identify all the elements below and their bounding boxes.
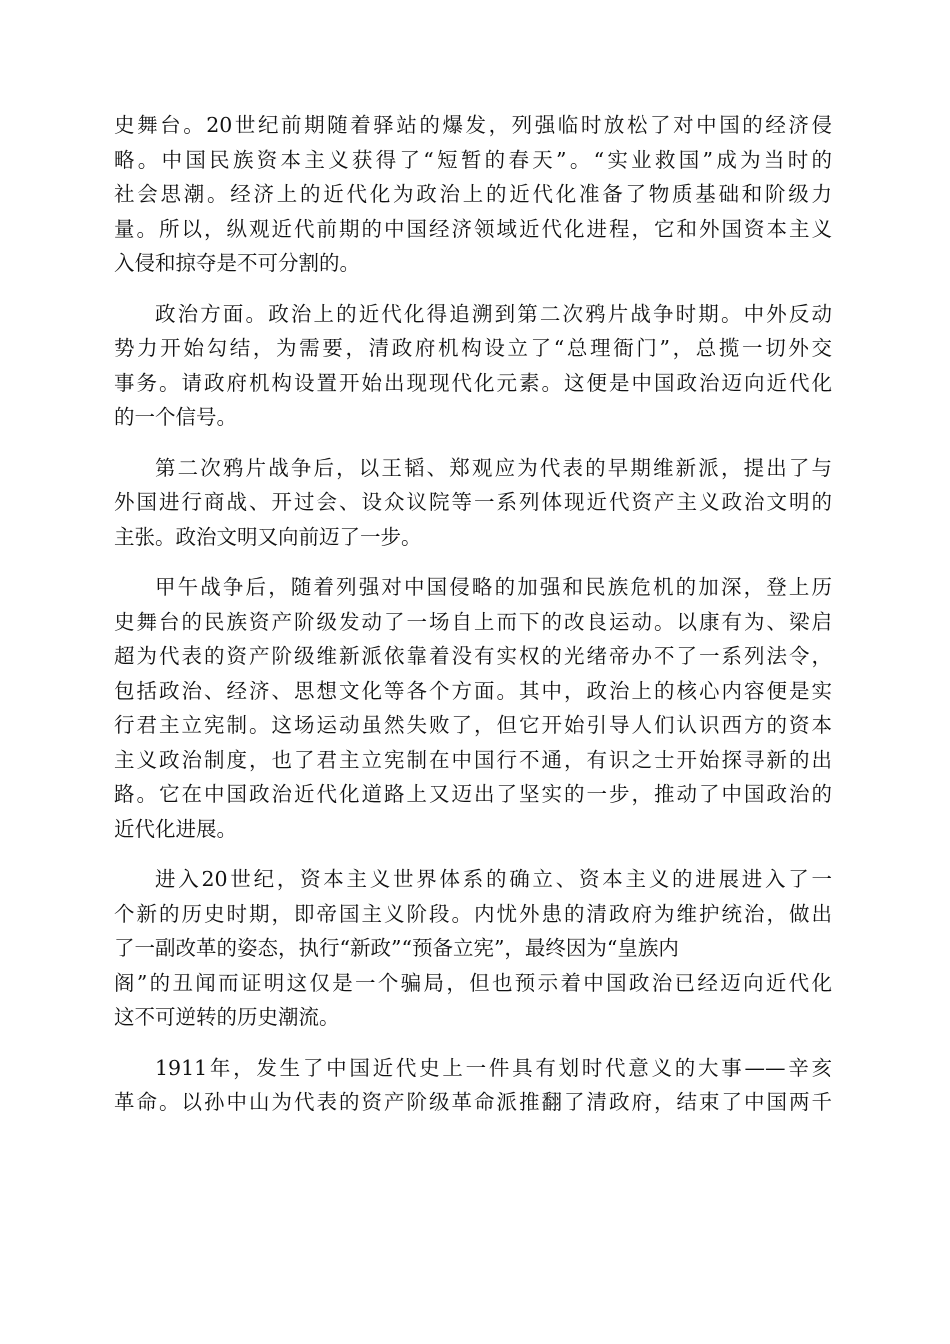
text-line: 政治方面。政治上的近代化得追溯到第二次鸦片战争时期。中外反动: [155, 301, 832, 326]
text-line: 事务。请政府机构设置开始出现现代化元素。这便是中国政治迈向近代化: [114, 370, 832, 395]
text-line: 近代化进展。: [114, 816, 237, 841]
text-line: 外国进行商战、开过会、设众议院等一系列体现近代资产主义政治文明的: [114, 490, 832, 514]
paragraph-economy-continuation: [114, 108, 832, 281]
text-line: 略。中国民族资本主义获得了“短暂的春天”。“实业救国”成为当时的: [114, 147, 832, 172]
paragraph-politics: [114, 297, 832, 435]
text-line: 甲午战争后，随着列强对中国侵略的加强和民族危机的加深，登上历: [155, 575, 832, 599]
text-line: 包括政治、经济、思想文化等各个方面。其中，政治上的核心内容便是实: [114, 678, 832, 703]
text-line: 这不可逆转的历史潮流。: [114, 1005, 340, 1029]
paragraph-second-opium-war: [114, 451, 832, 555]
text-line: 势力开始勾结，为需要，清政府机构设立了“总理衙门”，总揽一切外交: [114, 336, 832, 360]
text-line: 阁”的丑闻而证明这仅是一个骗局，但也预示着中国政治已经迈向近代化: [114, 970, 832, 995]
text-line: 社会思潮。经济上的近代化为政治上的近代化准备了物质基础和阶级力: [114, 182, 832, 206]
text-line: 入侵和掠夺是不可分割的。: [114, 251, 360, 275]
text-line: 个新的历史时期，即帝国主义阶段。内忧外患的清政府为维护统治，做出: [114, 901, 832, 926]
document-page: [114, 108, 832, 1136]
text-line: 革命。以孙中山为代表的资产阶级革命派推翻了清政府，结束了中国两千: [114, 1090, 832, 1114]
paragraph-sino-japanese-war: [114, 570, 832, 846]
text-line: 主张。政治文明又向前迈了一步。: [114, 524, 422, 549]
text-line: 的一个信号。: [114, 405, 237, 429]
text-line: 进入20世纪，资本主义世界体系的确立、资本主义的进展进入了一: [155, 867, 832, 891]
text-line: 1911年，发生了中国近代史上一件具有划时代意义的大事——辛亥: [155, 1055, 832, 1080]
text-line: 史舞台。20世纪前期随着驿站的爆发，列强临时放松了对中国的经济侵: [114, 113, 832, 137]
text-line: 行君主立宪制。这场运动虽然失败了，但它开始引导人们认识西方的资本: [114, 713, 832, 737]
text-line: 主义政治制度，也了君主立宪制在中国行不通，有识之士开始探寻新的出: [114, 747, 832, 772]
text-line: 路。它在中国政治近代化道路上又迈出了坚实的一步，推动了中国政治的: [114, 782, 832, 806]
paragraph-twentieth-century: [114, 862, 832, 1035]
text-line: 第二次鸦片战争后，以王韬、郑观应为代表的早期维新派，提出了与: [155, 455, 832, 480]
text-line: 超为代表的资产阶级维新派依靠着没有实权的光绪帝办不了一系列法令，: [114, 644, 832, 668]
text-line: 量。所以，纵观近代前期的中国经济领域近代化进程，它和外国资本主义: [114, 216, 832, 241]
text-line: 史舞台的民族资产阶级发动了一场自上而下的改良运动。以康有为、梁启: [114, 609, 832, 634]
paragraph-1911-revolution: [114, 1051, 832, 1120]
text-line: 了一副改革的姿态，执行“新政”“预备立宪”，最终因为“皇族内: [114, 936, 679, 960]
